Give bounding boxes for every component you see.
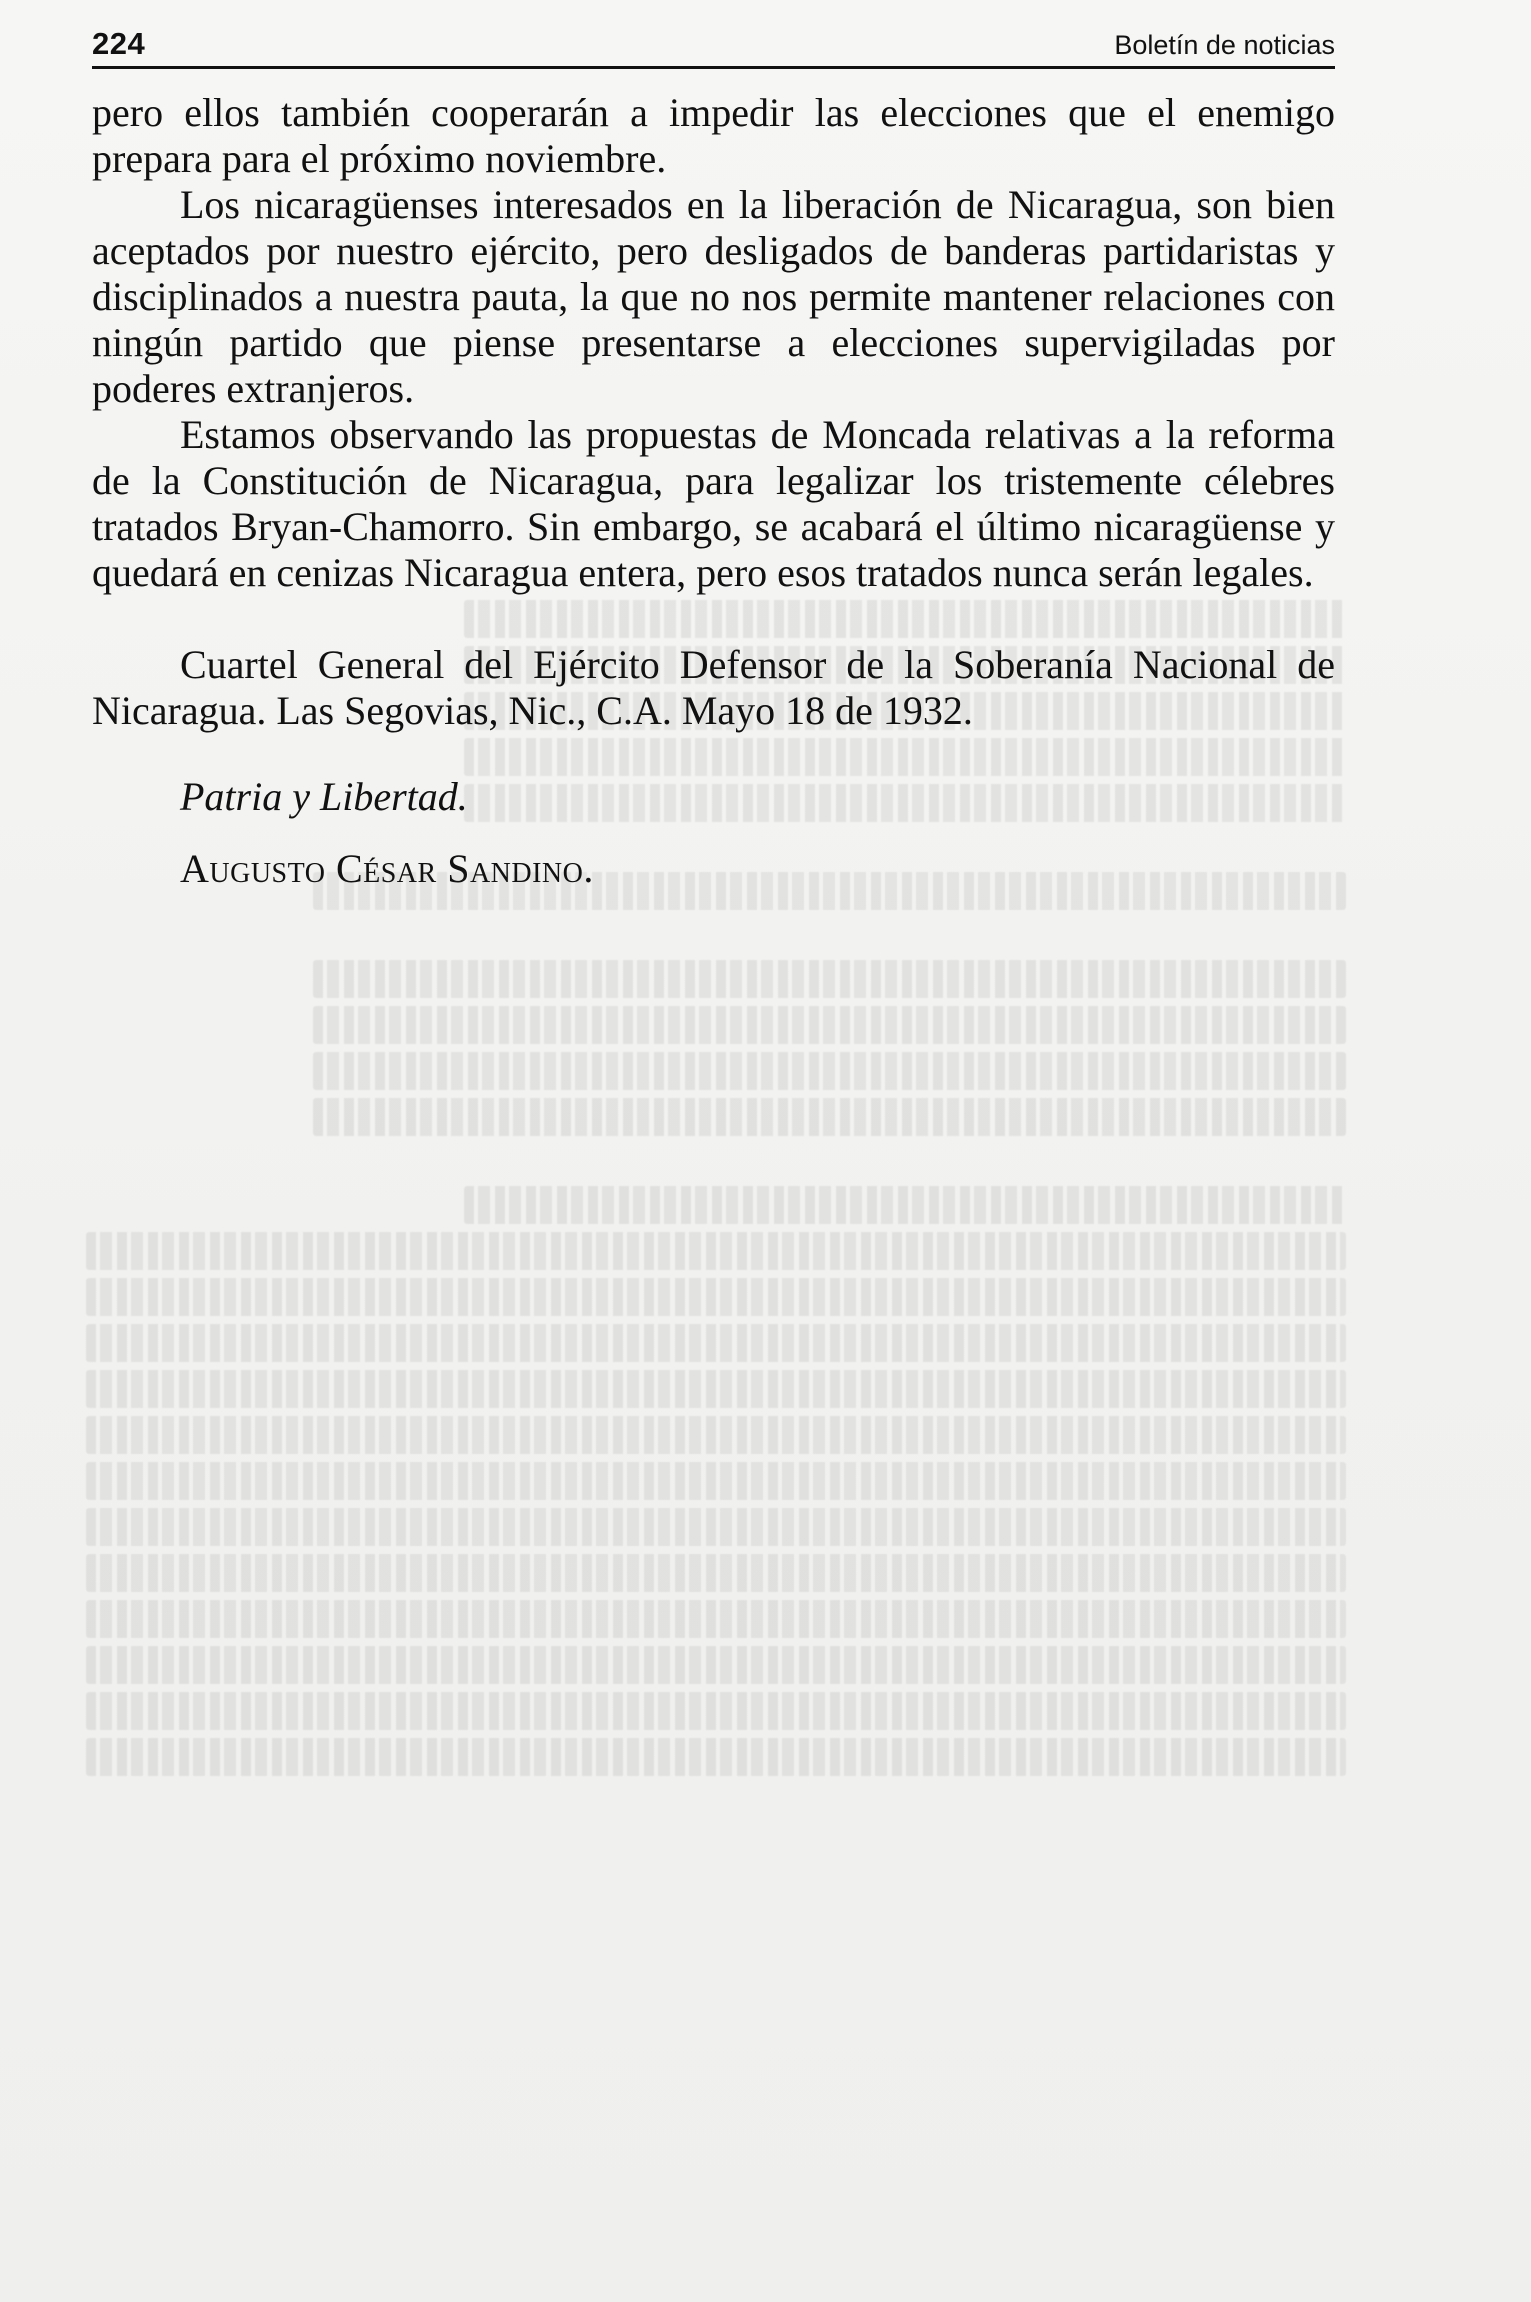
- place-date-line: Cuartel General del Ejército Defensor de la Soberanía Nacional de Nicaragua. Las Segovias, Nic., C.A. Mayo 18 de 1932.: [92, 642, 1335, 733]
- running-title: Boletín de noticias: [1114, 30, 1335, 60]
- page-number: 224: [92, 26, 146, 61]
- body-paragraph: Los nicaragüenses interesados en la liberación de Nicaragua, son bien aceptados por nuestro ejército, pero desligados de banderas partidaristas y disciplinados a nuestra pauta, la que no nos permite mantener relaciones con ningún partido que piense presentarse a elecciones supervigiladas por poderes extranjeros.: [92, 182, 1335, 411]
- motto: Patria y Libertad.: [180, 774, 468, 819]
- body-paragraph: pero ellos también cooperarán a impedir las elecciones que el enemigo prepara para el próximo noviembre.: [92, 90, 1335, 181]
- page-header: [92, 26, 1335, 69]
- page-body: [92, 90, 1335, 892]
- signature: Augusto César Sandino.: [180, 846, 594, 891]
- body-paragraph: Estamos observando las propuestas de Moncada relativas a la reforma de la Constitución de Nicaragua, para legalizar los tristemente célebres tratados Bryan-Chamorro. Sin embargo, se acabará el último nicaragüense y quedará en cenizas Nicaragua entera, pero esos tratados nunca serán legales.: [92, 412, 1335, 595]
